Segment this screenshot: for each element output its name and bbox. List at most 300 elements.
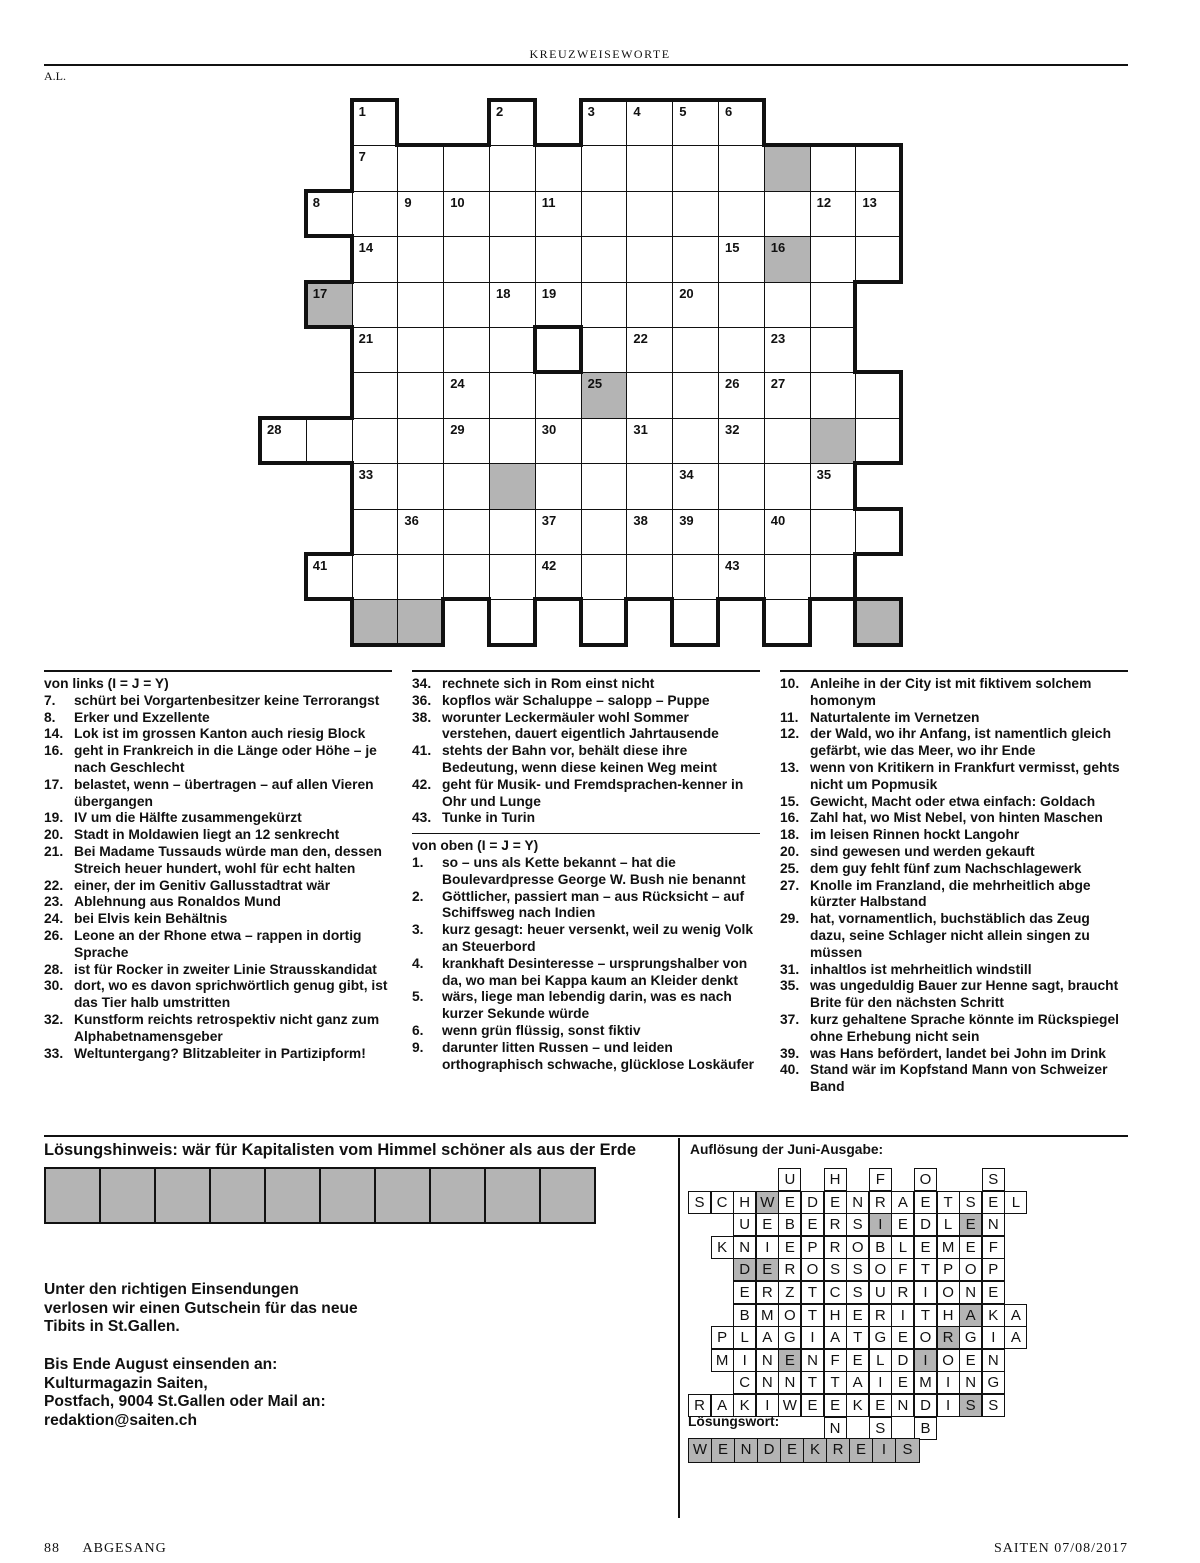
clue-number: 40.: [780, 1062, 800, 1078]
grid-cell[interactable]: [855, 418, 902, 464]
clue-text: Anleihe in der City ist mit fiktivem solchem homonym: [810, 676, 1092, 708]
clue-number: 25.: [780, 860, 800, 876]
grid-cell[interactable]: [672, 463, 719, 509]
clue-text: inhaltlos ist mehrheitlich windstill: [810, 961, 1032, 977]
grid-cell[interactable]: [535, 372, 582, 418]
clue-item: [412, 710, 760, 744]
answer-cell: S: [869, 1417, 892, 1440]
cell-number: 43: [725, 558, 740, 573]
grid-cell[interactable]: [581, 554, 628, 600]
grid-cell[interactable]: [764, 327, 811, 373]
clue-text: Knolle im Franzland, die mehrheitlich abge kürzter Halbstand: [810, 877, 1091, 910]
clue-number: 32.: [44, 1011, 64, 1027]
answer-cell: A: [846, 1371, 869, 1394]
grid-cell[interactable]: [626, 145, 673, 191]
grid-cell[interactable]: [672, 191, 719, 237]
answer-cell: M: [711, 1349, 734, 1372]
solution-box[interactable]: [101, 1169, 156, 1222]
grid-cell[interactable]: [672, 236, 719, 282]
solution-box[interactable]: [431, 1169, 486, 1222]
grid-cell[interactable]: [581, 509, 628, 555]
clue-number: 2.: [412, 888, 424, 904]
answer-cell: O: [937, 1281, 960, 1304]
grid-cell[interactable]: [764, 191, 811, 237]
clue-text: Zahl hat, wo Mist Nebel, von hinten Maschen: [810, 810, 1103, 826]
grid-cell[interactable]: [397, 509, 444, 555]
answer-cell: R: [778, 1258, 801, 1281]
clue-text: Kunstform reichts retrospektiv nicht ganz zum Alphabetnamensgeber: [74, 1011, 380, 1044]
grid-cell[interactable]: [397, 145, 444, 191]
grid-cell[interactable]: [626, 418, 673, 464]
clue-number: 1.: [412, 854, 424, 870]
clue-item: [780, 760, 1128, 794]
clue-text: geht in Frankreich in die Länge oder Höhe – je nach Geschlecht: [74, 743, 377, 775]
clue-text: stehts der Bahn vor, behält diese ihre Bedeutung, wenn diese keinen Weg meint: [442, 743, 717, 775]
answer-cell: I: [869, 1371, 892, 1394]
grid-cell[interactable]: [718, 509, 765, 555]
clue-number: 6.: [412, 1022, 424, 1038]
clue-number: 11.: [780, 709, 799, 725]
grid-cell[interactable]: [443, 236, 490, 282]
clue-number: 19.: [44, 810, 64, 826]
grid-cell[interactable]: [489, 509, 536, 555]
answer-cell: P: [801, 1236, 824, 1259]
grid-cell[interactable]: [718, 145, 765, 191]
grid-cell[interactable]: [764, 599, 811, 645]
grid-cell[interactable]: [352, 599, 399, 645]
clue-number: 16.: [780, 810, 800, 826]
answer-cell: E: [824, 1394, 847, 1417]
grid-cell[interactable]: [626, 100, 673, 146]
clue-item: [44, 743, 392, 777]
header-rule: [44, 64, 1128, 66]
grid-cell[interactable]: [810, 554, 857, 600]
grid-cell[interactable]: [764, 509, 811, 555]
grid-cell[interactable]: [855, 236, 902, 282]
grid-cell[interactable]: [810, 418, 857, 464]
answer-solution: [688, 1438, 920, 1463]
grid-cell[interactable]: [810, 145, 857, 191]
clue-item: [412, 743, 760, 777]
bottom-rule: [44, 1135, 1128, 1137]
grid-cell[interactable]: [810, 327, 857, 373]
answer-cell: L: [733, 1326, 756, 1349]
grid-cell[interactable]: [672, 100, 719, 146]
clue-number: 5.: [412, 989, 424, 1005]
cell-number: 16: [770, 240, 786, 256]
clue-text: darunter litten Russen – und leiden orthographisch schwache, glücklose Loskäufer: [442, 1039, 755, 1072]
grid-cell[interactable]: [764, 372, 811, 418]
clue-text: Gewicht, Macht oder etwa einfach: Goldach: [810, 793, 1096, 809]
cell-number: 3: [587, 104, 595, 119]
grid-cell[interactable]: [626, 236, 673, 282]
clue-item: [412, 1040, 760, 1074]
answer-cell: O: [914, 1168, 937, 1191]
grid-cell[interactable]: [397, 327, 444, 373]
grid-cell[interactable]: [718, 372, 765, 418]
grid-cell[interactable]: [397, 554, 444, 600]
grid-cell[interactable]: [810, 191, 857, 237]
grid-cell[interactable]: [352, 554, 399, 600]
grid-cell[interactable]: [535, 191, 582, 237]
grid-cell[interactable]: [810, 372, 857, 418]
cell-number: 29: [450, 421, 465, 437]
clue-text: Stadt in Moldawien liegt an 12 senkrecht: [74, 827, 340, 843]
grid-cell[interactable]: [489, 418, 536, 464]
clues-column-3: [780, 670, 1128, 1096]
cell-number: 13: [862, 194, 877, 210]
answer-solution-cell: N: [735, 1439, 758, 1462]
answer-cell: N: [778, 1371, 801, 1394]
grid-cell[interactable]: [535, 554, 582, 600]
grid-cell[interactable]: [626, 463, 673, 509]
grid-cell[interactable]: [535, 145, 582, 191]
answer-cell: E: [778, 1236, 801, 1259]
grid-cell[interactable]: [810, 282, 857, 328]
grid-cell[interactable]: [718, 554, 765, 600]
answer-cell: E: [824, 1191, 847, 1214]
grid-cell[interactable]: [306, 554, 353, 600]
clue-item: [44, 894, 392, 911]
cell-number: 19: [541, 285, 557, 301]
answer-cell: A: [711, 1394, 734, 1417]
grid-cell[interactable]: [489, 554, 536, 600]
grid-cell[interactable]: [535, 509, 582, 555]
grid-cell[interactable]: [764, 145, 811, 191]
footer-section: ABGESANG: [82, 1541, 167, 1556]
answer-solution-cell: R: [827, 1439, 850, 1462]
solution-box[interactable]: [211, 1169, 266, 1222]
answer-solution-cell: I: [873, 1439, 896, 1462]
cell-number: 34: [679, 467, 694, 483]
clue-number: 30.: [44, 978, 64, 994]
grid-cell[interactable]: [397, 191, 444, 237]
clue-item: [780, 978, 1128, 1012]
clue-number: 20.: [780, 843, 800, 859]
answer-cell: H: [824, 1168, 847, 1191]
grid-cell[interactable]: [810, 509, 857, 555]
answer-cell: C: [824, 1281, 847, 1304]
answer-cell: E: [982, 1191, 1005, 1214]
down-clues-a: [412, 855, 760, 1073]
answer-cell: T: [801, 1281, 824, 1304]
grid-cell[interactable]: [718, 418, 765, 464]
clue-item: [44, 1046, 392, 1063]
answer-cell: S: [846, 1213, 869, 1236]
grid-cell[interactable]: [718, 191, 765, 237]
answer-cell: T: [846, 1326, 869, 1349]
clue-text: wenn von Kritikern in Frankfurt vermisst, gehts nicht um Popmusik: [810, 759, 1120, 792]
answer-cell: N: [959, 1281, 982, 1304]
grid-cell[interactable]: [489, 463, 536, 509]
clue-item: [44, 777, 392, 811]
grid-cell[interactable]: [352, 372, 399, 418]
answer-cell: L: [891, 1236, 914, 1259]
grid-cell[interactable]: [581, 599, 628, 645]
grid-cell[interactable]: [443, 191, 490, 237]
grid-cell[interactable]: [581, 372, 628, 418]
answer-solution-cell: E: [781, 1439, 804, 1462]
down-heading: von oben (I = J = Y): [412, 838, 539, 854]
answer-cell: B: [869, 1236, 892, 1259]
grid-cell[interactable]: [352, 463, 399, 509]
answer-cell: N: [801, 1349, 824, 1372]
cell-number: 42: [541, 558, 557, 573]
across-heading: von links (I = J = Y): [44, 676, 169, 691]
grid-cell[interactable]: [581, 327, 628, 373]
answer-cell: I: [756, 1394, 779, 1417]
grid-cell[interactable]: [443, 282, 490, 328]
clue-item: [412, 989, 760, 1023]
clue-text: ist für Rocker in zweiter Linie Strausskandidat: [74, 961, 377, 977]
clue-number: 14.: [44, 726, 64, 742]
solution-box[interactable]: [156, 1169, 211, 1222]
answer-cell: H: [937, 1304, 960, 1327]
grid-cell[interactable]: [672, 145, 719, 191]
clue-number: 3.: [412, 922, 424, 938]
send-text: [44, 1356, 326, 1430]
grid-cell[interactable]: [764, 418, 811, 464]
answer-cell: I: [937, 1394, 960, 1417]
grid-cell[interactable]: [352, 509, 399, 555]
grid-cell[interactable]: [489, 327, 536, 373]
grid-cell[interactable]: [489, 145, 536, 191]
grid-cell[interactable]: [626, 327, 673, 373]
down-clues-b: [780, 676, 1128, 1096]
grid-cell[interactable]: [489, 599, 536, 645]
grid-cell[interactable]: [672, 509, 719, 555]
grid-cell[interactable]: [718, 282, 765, 328]
grid-cell[interactable]: [626, 372, 673, 418]
grid-cell[interactable]: [581, 282, 628, 328]
answer-solution-cell: E: [712, 1439, 735, 1462]
grid-cell[interactable]: [260, 418, 307, 464]
cell-number: 10: [450, 194, 465, 210]
grid-cell[interactable]: [855, 509, 902, 555]
solution-box[interactable]: [541, 1169, 594, 1222]
clue-text: Lok ist im grossen Kanton auch riesig Block: [74, 726, 366, 742]
grid-cell[interactable]: [581, 145, 628, 191]
clue-number: 13.: [780, 759, 800, 775]
cell-number: 14: [358, 240, 374, 256]
grid-cell[interactable]: [443, 372, 490, 418]
cell-number: 27: [770, 376, 786, 392]
grid-cell[interactable]: [626, 191, 673, 237]
grid-cell[interactable]: [443, 145, 490, 191]
solution-box[interactable]: [266, 1169, 321, 1222]
text-line: Postfach, 9004 St.Gallen oder Mail an:: [44, 1393, 326, 1411]
grid-cell[interactable]: [306, 418, 353, 464]
clues-column-2: [412, 670, 760, 1073]
clue-number: 31.: [780, 961, 800, 977]
grid-cell[interactable]: [397, 282, 444, 328]
clue-text: worunter Leckermäuler wohl Sommer verstehen, dauert eigentlich Jahrtausende: [442, 709, 719, 742]
grid-cell[interactable]: [306, 282, 353, 328]
answer-cell: K: [711, 1236, 734, 1259]
solution-box[interactable]: [321, 1169, 376, 1222]
clue-item: [780, 911, 1128, 961]
grid-cell[interactable]: [672, 372, 719, 418]
clue-text: Tunke in Turin: [442, 810, 535, 826]
answer-cell: E: [846, 1349, 869, 1372]
answer-cell: T: [801, 1304, 824, 1327]
grid-cell[interactable]: [397, 599, 444, 645]
cell-number: 1: [358, 104, 366, 119]
clue-item: [780, 1046, 1128, 1063]
grid-cell[interactable]: [764, 282, 811, 328]
grid-cell[interactable]: [489, 372, 536, 418]
grid-cell[interactable]: [718, 463, 765, 509]
cell-number: 31: [633, 421, 648, 437]
clue-item: [412, 855, 760, 889]
grid-cell[interactable]: [489, 191, 536, 237]
grid-cell[interactable]: [352, 191, 399, 237]
grid-cell[interactable]: [764, 463, 811, 509]
grid-cell[interactable]: [626, 509, 673, 555]
clue-text: wärs, liege man lebendig darin, was es nach kurzer Sekunde würde: [442, 989, 732, 1022]
clue-text: so – uns als Kette bekannt – hat die Boulevardpresse George W. Bush nie benannt: [442, 854, 746, 887]
grid-cell[interactable]: [443, 418, 490, 464]
clue-text: was Hans befördert, landet bei John im Drink: [810, 1045, 1106, 1061]
clue-item: [44, 878, 392, 895]
grid-cell[interactable]: [810, 463, 857, 509]
grid-cell[interactable]: [352, 236, 399, 282]
grid-cell[interactable]: [443, 554, 490, 600]
grid-cell[interactable]: [764, 236, 811, 282]
grid-cell[interactable]: [718, 236, 765, 282]
answer-cell: H: [733, 1191, 756, 1214]
grid-cell[interactable]: [581, 463, 628, 509]
clue-text: Stand wär im Kopfstand Mann von Schweizer Band: [810, 1062, 1108, 1095]
clue-text: kurz gehaltene Sprache könnte im Rückspiegel ohne Erhebung nicht sein: [810, 1011, 1119, 1044]
grid-cell[interactable]: [855, 191, 902, 237]
grid-cell[interactable]: [352, 282, 399, 328]
grid-cell[interactable]: [397, 463, 444, 509]
grid-cell[interactable]: [489, 100, 536, 146]
clue-number: 24.: [44, 911, 64, 927]
answer-cell: F: [982, 1236, 1005, 1259]
clue-text: sind gewesen und werden gekauft: [810, 843, 1035, 859]
grid-cell[interactable]: [672, 554, 719, 600]
grid-cell[interactable]: [718, 100, 765, 146]
answer-cell: E: [846, 1304, 869, 1327]
grid-cell[interactable]: [855, 145, 902, 191]
grid-cell[interactable]: [581, 191, 628, 237]
grid-cell[interactable]: [672, 282, 719, 328]
answer-cell: P: [982, 1258, 1005, 1281]
clue-number: 36.: [412, 692, 432, 708]
cell-number: 20: [679, 285, 694, 301]
grid-cell[interactable]: [397, 418, 444, 464]
answer-cell: D: [914, 1394, 937, 1417]
solution-box[interactable]: [46, 1169, 101, 1222]
answer-cell: M: [914, 1371, 937, 1394]
grid-cell[interactable]: [535, 282, 582, 328]
grid-cell[interactable]: [443, 509, 490, 555]
grid-cell[interactable]: [672, 327, 719, 373]
clue-item: [412, 956, 760, 990]
grid-cell[interactable]: [306, 191, 353, 237]
grid-cell[interactable]: [443, 327, 490, 373]
answer-cell: N: [959, 1371, 982, 1394]
grid-cell[interactable]: [352, 418, 399, 464]
clue-number: 33.: [44, 1045, 64, 1061]
clue-number: 20.: [44, 827, 64, 843]
grid-cell[interactable]: [855, 372, 902, 418]
grid-cell[interactable]: [581, 100, 628, 146]
answer-cell: O: [846, 1236, 869, 1259]
grid-cell[interactable]: [352, 145, 399, 191]
grid-cell[interactable]: [489, 282, 536, 328]
clue-text: dort, wo es davon sprichwörtlich genug gibt, ist das Tier halb umstritten: [74, 978, 388, 1011]
grid-cell[interactable]: [397, 372, 444, 418]
answer-cell: A: [1004, 1326, 1027, 1349]
grid-cell[interactable]: [626, 282, 673, 328]
answer-cell: I: [801, 1326, 824, 1349]
answer-cell: Z: [778, 1281, 801, 1304]
answer-solution-label: Lösungswort:: [688, 1414, 780, 1429]
grid-cell[interactable]: [489, 236, 536, 282]
answer-cell: D: [801, 1191, 824, 1214]
grid-cell[interactable]: [672, 599, 719, 645]
clue-text: im leisen Rinnen hockt Langohr: [810, 827, 1020, 843]
answer-cell: T: [824, 1371, 847, 1394]
grid-cell[interactable]: [810, 236, 857, 282]
answer-cell: O: [869, 1258, 892, 1281]
clue-item: [780, 676, 1128, 710]
grid-cell[interactable]: [535, 463, 582, 509]
answer-cell: L: [869, 1349, 892, 1372]
clue-item: [44, 928, 392, 962]
clue-text: bei Elvis kein Behältnis: [74, 911, 228, 927]
grid-cell[interactable]: [626, 554, 673, 600]
grid-cell[interactable]: [672, 418, 719, 464]
solution-box[interactable]: [376, 1169, 431, 1222]
grid-cell[interactable]: [352, 100, 399, 146]
grid-cell[interactable]: [581, 418, 628, 464]
cell-number: 11: [541, 194, 556, 210]
grid-cell[interactable]: [718, 327, 765, 373]
grid-cell[interactable]: [535, 236, 582, 282]
answer-cell: N: [982, 1213, 1005, 1236]
footer-left: [44, 1541, 167, 1557]
cell-number: 38: [633, 512, 648, 528]
answer-cell: A: [891, 1191, 914, 1214]
clue-item: [44, 844, 392, 878]
clue-item: [780, 844, 1128, 861]
cell-number: 33: [358, 467, 374, 483]
answer-cell: T: [914, 1304, 937, 1327]
clue-number: 35.: [780, 978, 800, 994]
grid-cell[interactable]: [581, 236, 628, 282]
grid-cell[interactable]: [764, 554, 811, 600]
clue-item: [44, 962, 392, 979]
grid-cell[interactable]: [855, 599, 902, 645]
answer-cell: H: [824, 1304, 847, 1327]
answer-cell: R: [824, 1213, 847, 1236]
grid-cell[interactable]: [443, 463, 490, 509]
clue-number: 12.: [780, 726, 800, 742]
grid-cell[interactable]: [397, 236, 444, 282]
clues-column-1: [44, 670, 392, 1062]
grid-cell[interactable]: [352, 327, 399, 373]
solution-box[interactable]: [486, 1169, 541, 1222]
clue-number: 10.: [780, 676, 800, 691]
solution-boxes[interactable]: [44, 1167, 596, 1224]
answer-cell: A: [1004, 1304, 1027, 1327]
grid-cell[interactable]: [535, 418, 582, 464]
clue-number: 16.: [44, 743, 64, 759]
